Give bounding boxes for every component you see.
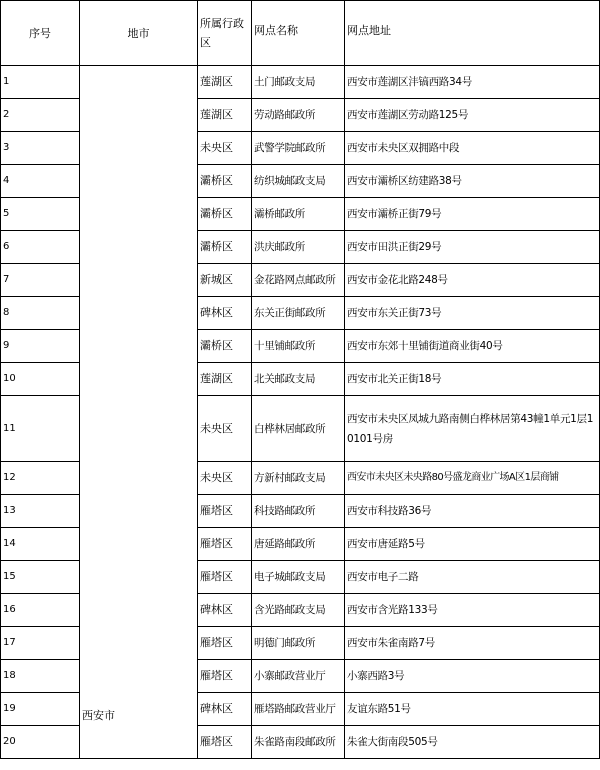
header-seq: 序号 [1, 1, 80, 66]
cell-address: 西安市科技路36号 [345, 495, 600, 528]
cell-district: 碑林区 [198, 594, 252, 627]
cell-seq: 5 [1, 198, 80, 231]
cell-address: 西安市莲湖区沣镐西路34号 [345, 66, 600, 99]
cell-district: 碑林区 [198, 693, 252, 726]
header-address: 网点地址 [345, 1, 600, 66]
table-body [1, 66, 600, 759]
cell-seq: 18 [1, 660, 80, 693]
cell-name: 洪庆邮政所 [252, 231, 345, 264]
cell-name: 土门邮政支局 [252, 66, 345, 99]
cell-address: 西安市电子二路 [345, 561, 600, 594]
cell-seq: 3 [1, 132, 80, 165]
cell-name: 灞桥邮政所 [252, 198, 345, 231]
cell-seq: 9 [1, 330, 80, 363]
cell-seq: 10 [1, 363, 80, 396]
header-district: 所属行政区 [198, 1, 252, 66]
cell-seq: 20 [1, 726, 80, 759]
cell-address: 西安市含光路133号 [345, 594, 600, 627]
table-header-row [1, 1, 600, 66]
cell-seq: 12 [1, 462, 80, 495]
cell-name: 唐延路邮政所 [252, 528, 345, 561]
cell-district: 雁塔区 [198, 561, 252, 594]
cell-name: 朱雀路南段邮政所 [252, 726, 345, 759]
cell-address: 西安市东郊十里铺街道商业街40号 [345, 330, 600, 363]
cell-district: 碑林区 [198, 297, 252, 330]
cell-district: 莲湖区 [198, 66, 252, 99]
cell-address: 西安市未央区凤城九路南侧白桦林居第43幢1单元1层10101号房 [345, 396, 600, 462]
cell-seq: 1 [1, 66, 80, 99]
cell-seq: 14 [1, 528, 80, 561]
cell-seq: 13 [1, 495, 80, 528]
cell-district: 雁塔区 [198, 495, 252, 528]
cell-district: 雁塔区 [198, 627, 252, 660]
cell-address: 西安市金花北路248号 [345, 264, 600, 297]
cell-seq: 2 [1, 99, 80, 132]
cell-name: 方新村邮政支局 [252, 462, 345, 495]
cell-district: 雁塔区 [198, 726, 252, 759]
cell-district: 雁塔区 [198, 660, 252, 693]
cell-address: 西安市东关正街73号 [345, 297, 600, 330]
cell-address: 西安市唐延路5号 [345, 528, 600, 561]
cell-name: 北关邮政支局 [252, 363, 345, 396]
cell-district: 莲湖区 [198, 363, 252, 396]
cell-seq: 7 [1, 264, 80, 297]
cell-name: 劳动路邮政所 [252, 99, 345, 132]
cell-name: 十里铺邮政所 [252, 330, 345, 363]
cell-address: 西安市灞桥正街79号 [345, 198, 600, 231]
cell-address: 西安市未央区未央路80号盛龙商业广场A区1层商铺 [345, 462, 600, 495]
cell-name: 雁塔路邮政营业厅 [252, 693, 345, 726]
cell-seq: 15 [1, 561, 80, 594]
header-name: 网点名称 [252, 1, 345, 66]
cell-name: 含光路邮政支局 [252, 594, 345, 627]
cell-address: 西安市田洪正街29号 [345, 231, 600, 264]
cell-address: 西安市莲湖区劳动路125号 [345, 99, 600, 132]
cell-address: 小寨西路3号 [345, 660, 600, 693]
cell-district: 莲湖区 [198, 99, 252, 132]
cell-address: 西安市灞桥区纺建路38号 [345, 165, 600, 198]
cell-seq: 19 [1, 693, 80, 726]
cell-address: 西安市未央区双拥路中段 [345, 132, 600, 165]
cell-name: 东关正街邮政所 [252, 297, 345, 330]
cell-name: 武警学院邮政所 [252, 132, 345, 165]
cell-name: 科技路邮政所 [252, 495, 345, 528]
cell-seq: 11 [1, 396, 80, 462]
cell-district: 新城区 [198, 264, 252, 297]
cell-name: 明德门邮政所 [252, 627, 345, 660]
cell-city: 西安市 [80, 66, 198, 759]
cell-name: 纺织城邮政支局 [252, 165, 345, 198]
cell-address: 友谊东路51号 [345, 693, 600, 726]
header-city: 地市 [80, 1, 198, 66]
cell-district: 灞桥区 [198, 165, 252, 198]
cell-address: 朱雀大街南段505号 [345, 726, 600, 759]
cell-seq: 6 [1, 231, 80, 264]
cell-name: 白桦林居邮政所 [252, 396, 345, 462]
cell-district: 雁塔区 [198, 528, 252, 561]
cell-district: 灞桥区 [198, 330, 252, 363]
cell-seq: 16 [1, 594, 80, 627]
table-row [1, 66, 600, 99]
cell-district: 未央区 [198, 396, 252, 462]
cell-address: 西安市朱雀南路7号 [345, 627, 600, 660]
cell-district: 灞桥区 [198, 198, 252, 231]
cell-address: 西安市北关正街18号 [345, 363, 600, 396]
cell-seq: 4 [1, 165, 80, 198]
cell-seq: 8 [1, 297, 80, 330]
cell-seq: 17 [1, 627, 80, 660]
cell-district: 灞桥区 [198, 231, 252, 264]
cell-district: 未央区 [198, 132, 252, 165]
cell-name: 金花路网点邮政所 [252, 264, 345, 297]
cell-district: 未央区 [198, 462, 252, 495]
cell-name: 小寨邮政营业厅 [252, 660, 345, 693]
cell-name: 电子城邮政支局 [252, 561, 345, 594]
